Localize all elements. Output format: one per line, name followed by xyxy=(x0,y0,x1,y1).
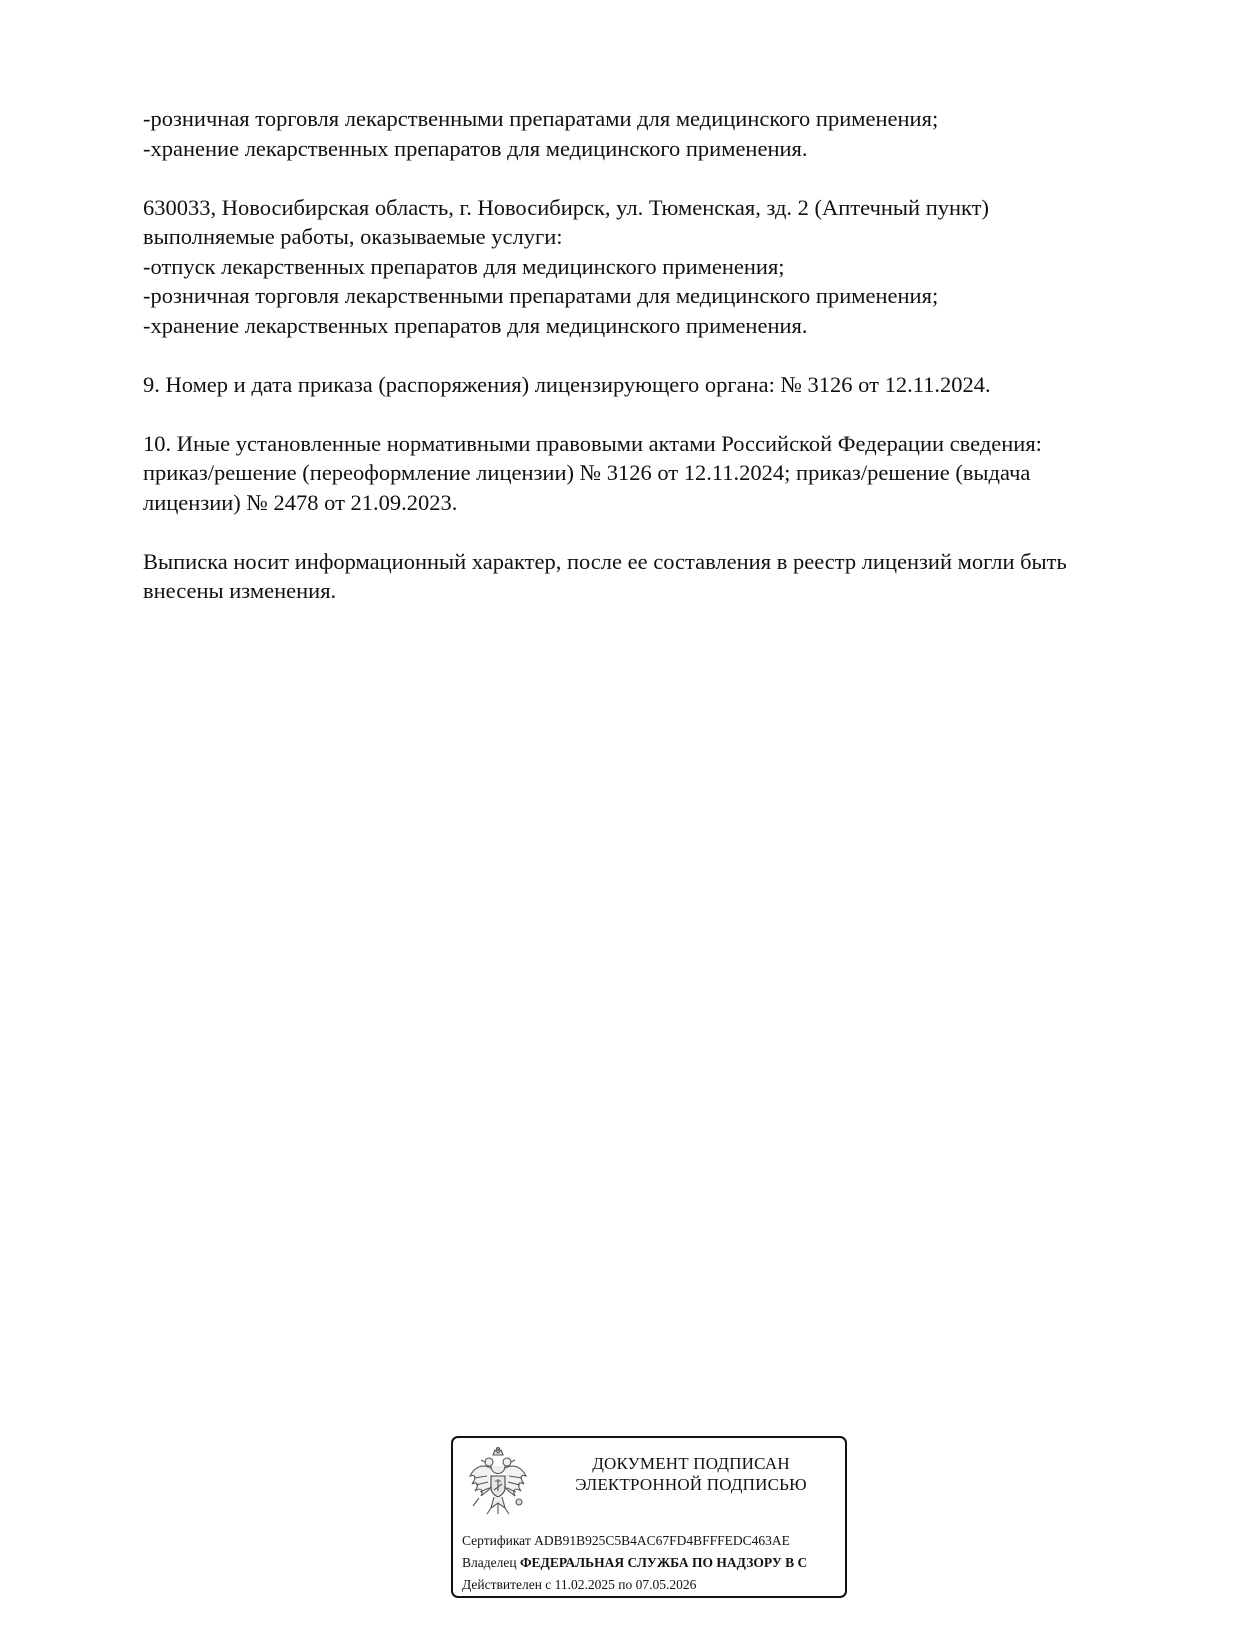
item-10-line-2: приказ/решение (переоформление лицензии) № 3126 от 12.11.2024; приказ/решение (выдача xyxy=(143,460,1031,485)
paragraph-gap xyxy=(143,163,1163,193)
block2-line-2: выполняемые работы, оказываемые услуги: xyxy=(143,224,563,249)
block2-address-line: 630033, Новосибирская область, г. Новосибирск, ул. Тюменская, зд. 2 (Аптечный пункт) xyxy=(143,194,990,220)
electronic-signature-stamp xyxy=(451,1436,847,1598)
disclaimer-line-1: Выписка носит информационный характер, после ее составления в реестр лицензий могли быть xyxy=(143,548,1067,574)
stamp-title-line-1: ДОКУМЕНТ ПОДПИСАН xyxy=(592,1454,790,1473)
block2-line-3: -отпуск лекарственных препаратов для медицинского применения; xyxy=(143,253,785,279)
owner-label: Владелец xyxy=(462,1555,517,1570)
item-10-line-3: лицензии) № 2478 от 21.09.2023. xyxy=(143,489,458,515)
item-10-line-1: 10. Иные установленные нормативными правовыми актами Российской Федерации сведения: xyxy=(143,430,1042,456)
certificate-value: ADB91B925C5B4AC67FD4BFFFEDC463AE xyxy=(534,1533,790,1548)
block1-line-1: -розничная торговля лекарственными препаратами для медицинского применения; xyxy=(143,106,939,131)
disclaimer-line-2: внесены изменения. xyxy=(143,578,337,603)
item-9-order-number: 9. Номер и дата приказа (распоряжения) лицензирующего органа: № 3126 от 12.11.2024. xyxy=(143,371,991,397)
paragraph-gap xyxy=(143,340,1163,370)
block1-line-2: -хранение лекарственных препаратов для медицинского применения. xyxy=(143,135,808,161)
paragraph-gap xyxy=(143,399,1163,429)
block2-line-5: -хранение лекарственных препаратов для медицинского применения. xyxy=(143,312,808,338)
document-body xyxy=(143,104,1163,606)
stamp-title xyxy=(541,1453,841,1495)
block2-line-4: -розничная торговля лекарственными препаратами для медицинского применения; xyxy=(143,283,939,308)
certificate-row xyxy=(462,1530,842,1552)
validity-row: Действителен с 11.02.2025 по 07.05.2026 xyxy=(462,1577,697,1592)
paragraph-gap xyxy=(143,517,1163,547)
owner-value: ФЕДЕРАЛЬНАЯ СЛУЖБА ПО НАДЗОРУ В С xyxy=(519,1555,808,1570)
coat-of-arms-icon xyxy=(467,1446,529,1520)
certificate-label: Сертификат xyxy=(462,1533,531,1548)
stamp-details xyxy=(462,1530,842,1596)
owner-row xyxy=(462,1552,842,1574)
stamp-title-line-2: ЭЛЕКТРОННОЙ ПОДПИСЬЮ xyxy=(575,1475,807,1494)
